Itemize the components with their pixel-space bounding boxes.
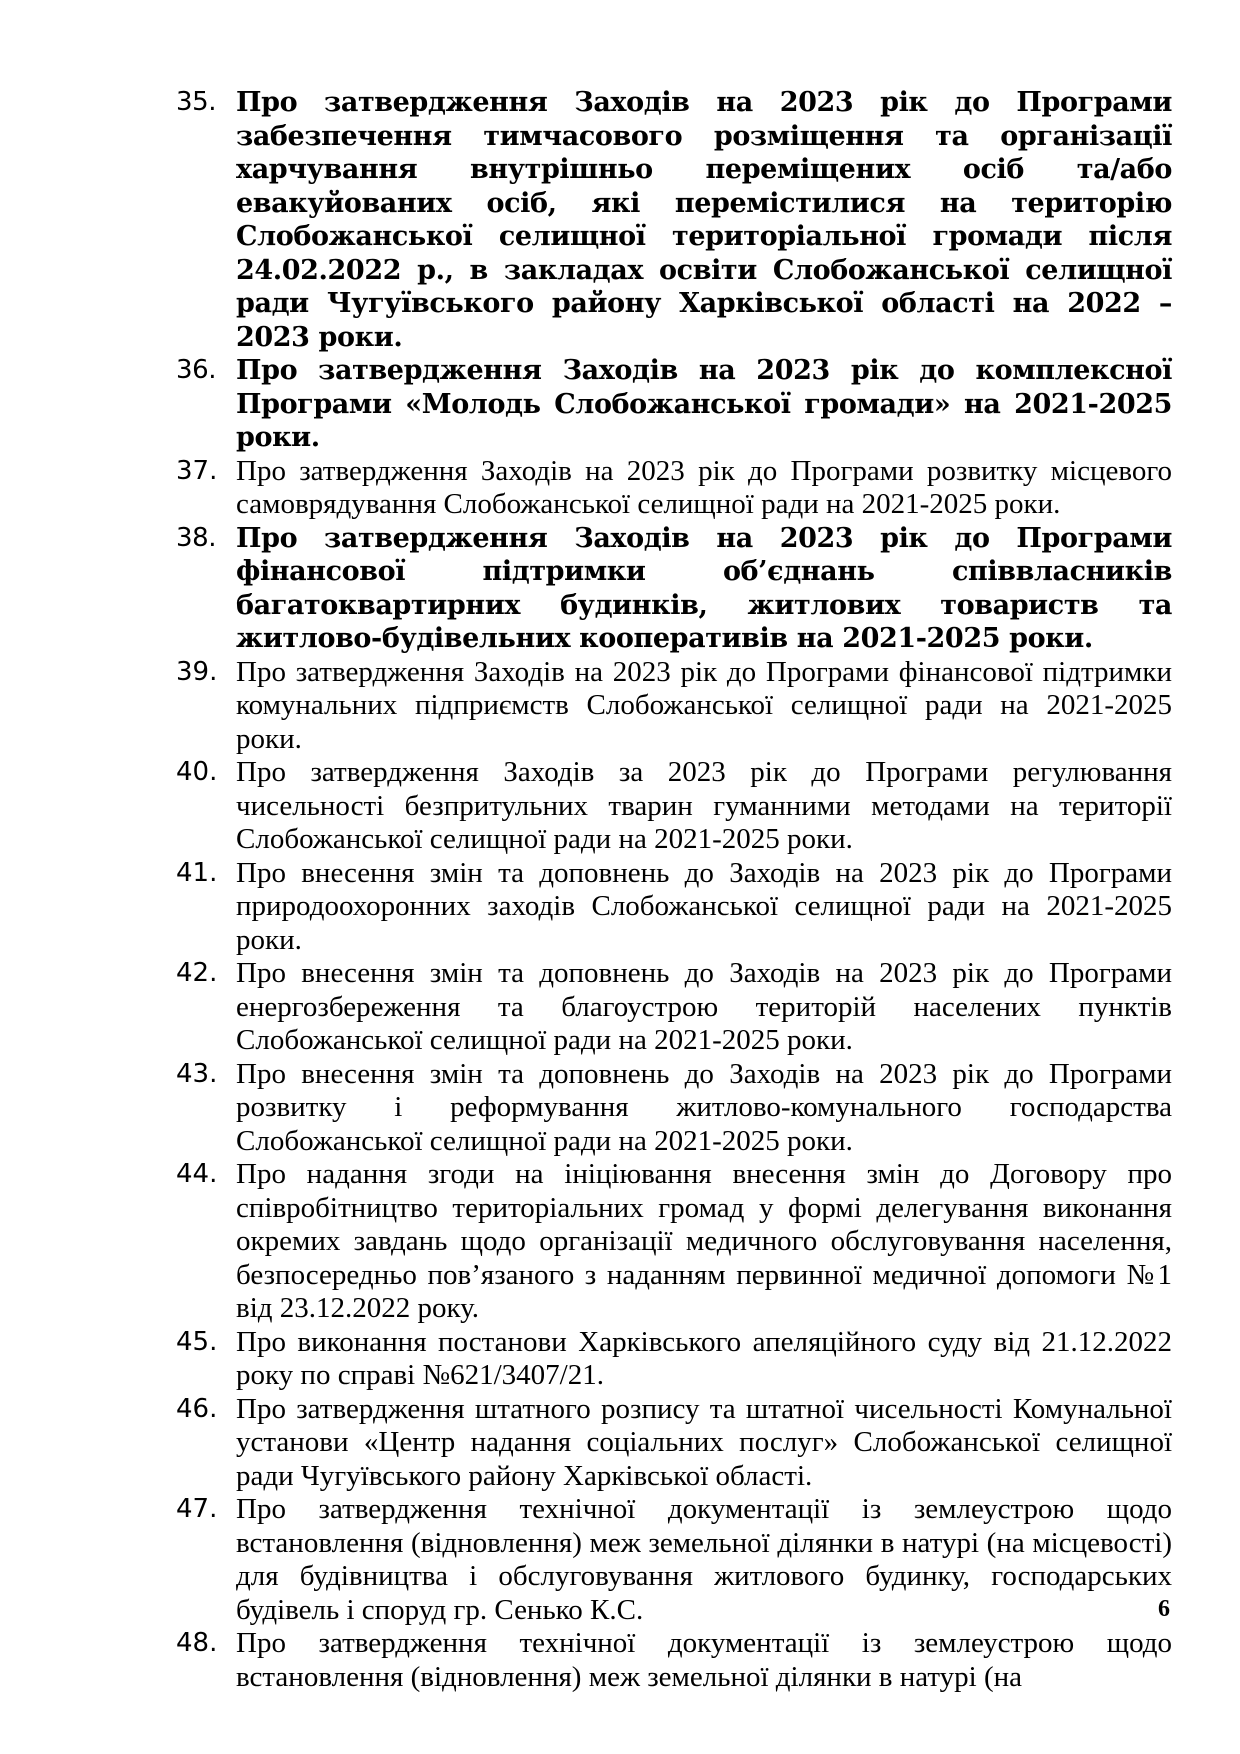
item-number: 47. <box>176 1494 218 1524</box>
item-text: Про надання згоди на ініціювання внесення змін до Договору про співробітництво територіальних громад у формі делегування виконання окремих завдань щодо організації медичного обслуговування населення, безпосередньо пов’язаного з наданням первинної медичної допомоги №1 від 23.12.2022 року. <box>236 1158 1172 1324</box>
item-number: 37. <box>176 455 218 486</box>
agenda-item-36 <box>176 354 1172 455</box>
item-number: 42. <box>176 958 218 988</box>
item-text: Про затвердження Заходів на 2023 рік до Програми фінансової підтримки комунальних підприємств Слобожанської селищної ради на 2021-2025 роки. <box>236 655 1172 755</box>
item-text: Про затвердження штатного розпису та штатної чисельності Комунальної установи «Центр надання соціальних послуг» Слобожанської селищної ради Чугуївського району Харківської області. <box>236 1392 1172 1492</box>
item-text: Про внесення змін та доповнень до Заходів на 2023 рік до Програми розвитку і реформування житлово-комунального господарства Слобожанської селищної ради на 2021-2025 роки. <box>236 1057 1172 1157</box>
agenda-item-41 <box>176 857 1172 958</box>
agenda-item-40 <box>176 756 1172 857</box>
item-text: Про затвердження технічної документації із землеустрою щодо встановлення (відновлення) меж земельної ділянки в натурі (на <box>236 1627 1172 1693</box>
item-text: Про виконання постанови Харківського апеляційного суду від 21.12.2022 року по справі №621/3407/21. <box>236 1325 1172 1391</box>
item-number: 40. <box>176 757 218 787</box>
agenda-item-39 <box>176 656 1172 757</box>
item-number: 41. <box>176 857 218 888</box>
agenda-item-47 <box>176 1493 1172 1627</box>
item-number: 38. <box>176 522 217 553</box>
item-number: 48. <box>176 1628 218 1658</box>
agenda-item-37 <box>176 455 1172 522</box>
agenda-item-46 <box>176 1393 1172 1494</box>
item-text: Про затвердження Заходів на 2023 рік до комплексної Програми «Молодь Слобожанської громади» на 2021-2025 роки. <box>236 355 1172 453</box>
item-number: 45. <box>176 1326 218 1357</box>
agenda-list <box>176 86 1172 1694</box>
agenda-item-38 <box>176 522 1172 656</box>
item-text: Про затвердження Заходів на 2023 рік до Програми розвитку місцевого самоврядування Слобожанської селищної ради на 2021-2025 роки. <box>236 454 1172 520</box>
item-text: Про внесення змін та доповнень до Заходів на 2023 рік до Програми енергозбереження та благоустрою територій населених пунктів Слобожанської селищної ради на 2021-2025 роки. <box>236 957 1172 1056</box>
item-text: Про затвердження Заходів на 2023 рік до Програми фінансової підтримки об’єднань співвласників багатоквартирних будинків, житлових товариств та житлово-будівельних кооперативів на 2021-2025 роки. <box>236 522 1172 654</box>
agenda-item-35 <box>176 86 1172 354</box>
page-number: 6 <box>1158 1596 1170 1622</box>
item-text: Про внесення змін та доповнень до Заходів на 2023 рік до Програми природоохоронних заходів Слобожанської селищної ради на 2021-2025 роки. <box>236 856 1172 956</box>
item-text: Про затвердження Заходів на 2023 рік до Програми забезпечення тимчасового розміщення та організації харчування внутрішньо переміщених осіб та/або евакуйованих осіб, які перемістилися на територію Слобожанської селищної територіальної громади після 24.02.2022 р., в закладах освіти Слобожанської селищної ради Чугуївського району Харківської області на 2022 – 2023 роки. <box>236 87 1172 353</box>
item-number: 44. <box>176 1159 218 1189</box>
item-number: 35. <box>176 87 217 117</box>
agenda-item-42 <box>176 957 1172 1058</box>
agenda-item-45 <box>176 1326 1172 1393</box>
agenda-item-44 <box>176 1158 1172 1326</box>
agenda-item-48 <box>176 1627 1172 1694</box>
item-text: Про затвердження Заходів за 2023 рік до Програми регулювання чисельності безпритульних тварин гуманними методами на території Слобожанської селищної ради на 2021-2025 роки. <box>236 756 1172 855</box>
item-number: 46. <box>176 1393 218 1424</box>
item-number: 36. <box>176 355 217 385</box>
item-number: 39. <box>176 656 218 687</box>
item-number: 43. <box>176 1058 218 1089</box>
agenda-item-43 <box>176 1058 1172 1159</box>
item-text: Про затвердження технічної документації із землеустрою щодо встановлення (відновлення) меж земельної ділянки в натурі (на місцевості) для будівництва і обслуговування житлового будинку, господарських будівель і споруд гр. Сенько К.С. <box>236 1493 1172 1626</box>
